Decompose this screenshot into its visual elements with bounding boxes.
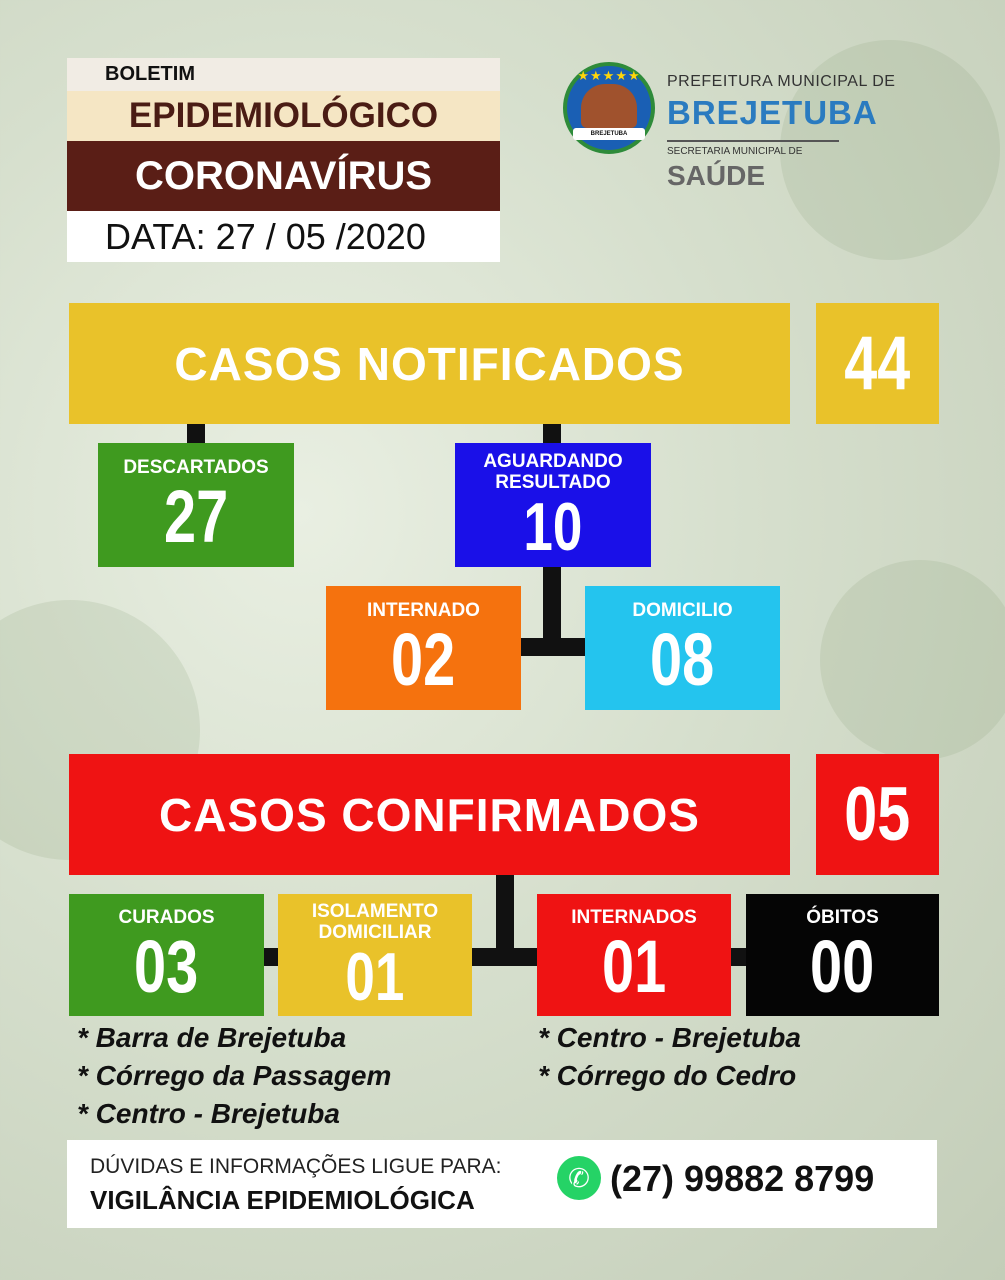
location-item: * Córrego do Cedro (538, 1060, 797, 1091)
curados-card (69, 894, 264, 1016)
descartados-value: 27 (163, 474, 229, 558)
connector-line (519, 638, 587, 656)
location-item: * Centro - Brejetuba (77, 1098, 340, 1129)
saude-label: SAÚDE (667, 160, 766, 191)
isolamento-value: 01 (345, 939, 405, 1015)
boletim-label: BOLETIM (67, 58, 500, 91)
aguardando-label: AGUARDANDO RESULTADO (483, 451, 623, 493)
location-item: * Barra de Brejetuba (77, 1022, 347, 1053)
internados-card (537, 894, 731, 1016)
isolamento-card (278, 894, 472, 1016)
domicilio-value: 08 (650, 617, 715, 701)
obitos-card (746, 894, 939, 1016)
connector-line (470, 948, 540, 966)
prefeitura-label: PREFEITURA MUNICIPAL DE (667, 73, 896, 90)
logo-band-text: BREJETUBA (573, 128, 645, 140)
logo-mountain (581, 84, 637, 128)
notificados-total: 44 (844, 321, 911, 406)
casos-notificados-title: CASOS NOTIFICADOS (69, 303, 790, 424)
internado-card (326, 586, 521, 710)
logo-stars: ★★★★★ (577, 68, 641, 83)
confirmados-total: 05 (844, 772, 911, 857)
secretaria-label: SECRETARIA MUNICIPAL DE (667, 146, 803, 157)
footer-question-label: DÚVIDAS E INFORMAÇÕES LIGUE PARA: (90, 1155, 502, 1178)
municipal-logo-icon (563, 62, 655, 154)
phone-number[interactable]: (27) 99882 8799 (610, 1158, 875, 1199)
municipality-name: BREJETUBA (667, 94, 878, 131)
domicilio-label: DOMICILIO (632, 599, 733, 621)
obitos-label: ÓBITOS (806, 906, 879, 928)
coronavirus-title: CORONAVÍRUS (67, 141, 500, 211)
domicilio-card (585, 586, 780, 710)
internados-label: INTERNADOS (571, 906, 697, 928)
logo-divider (667, 140, 839, 142)
internado-value: 02 (391, 617, 456, 701)
location-item: * Centro - Brejetuba (538, 1022, 801, 1053)
aguardando-card (455, 443, 651, 567)
connector-line (263, 948, 279, 966)
isolamento-label: ISOLAMENTO DOMICILIAR (311, 901, 439, 943)
obitos-value: 00 (810, 924, 875, 1008)
descartados-card (98, 443, 294, 567)
whatsapp-icon: ✆ (557, 1156, 601, 1200)
curados-label: CURADOS (118, 906, 215, 928)
aguardando-value: 10 (523, 489, 583, 565)
notificados-total-box (816, 303, 939, 424)
connector-line (731, 948, 747, 966)
location-item: * Córrego da Passagem (77, 1060, 392, 1091)
internado-label: INTERNADO (367, 599, 480, 621)
virus-decoration (820, 560, 1005, 760)
curados-value: 03 (134, 924, 199, 1008)
casos-confirmados-title: CASOS CONFIRMADOS (69, 754, 790, 875)
confirmados-total-box (816, 754, 939, 875)
footer-department-label: VIGILÂNCIA EPIDEMIOLÓGICA (90, 1185, 475, 1215)
descartados-label: DESCARTADOS (123, 456, 269, 478)
internados-value: 01 (601, 924, 667, 1008)
epidemiologico-label: EPIDEMIOLÓGICO (67, 91, 500, 141)
bulletin-date: DATA: 27 / 05 /2020 (67, 211, 500, 262)
